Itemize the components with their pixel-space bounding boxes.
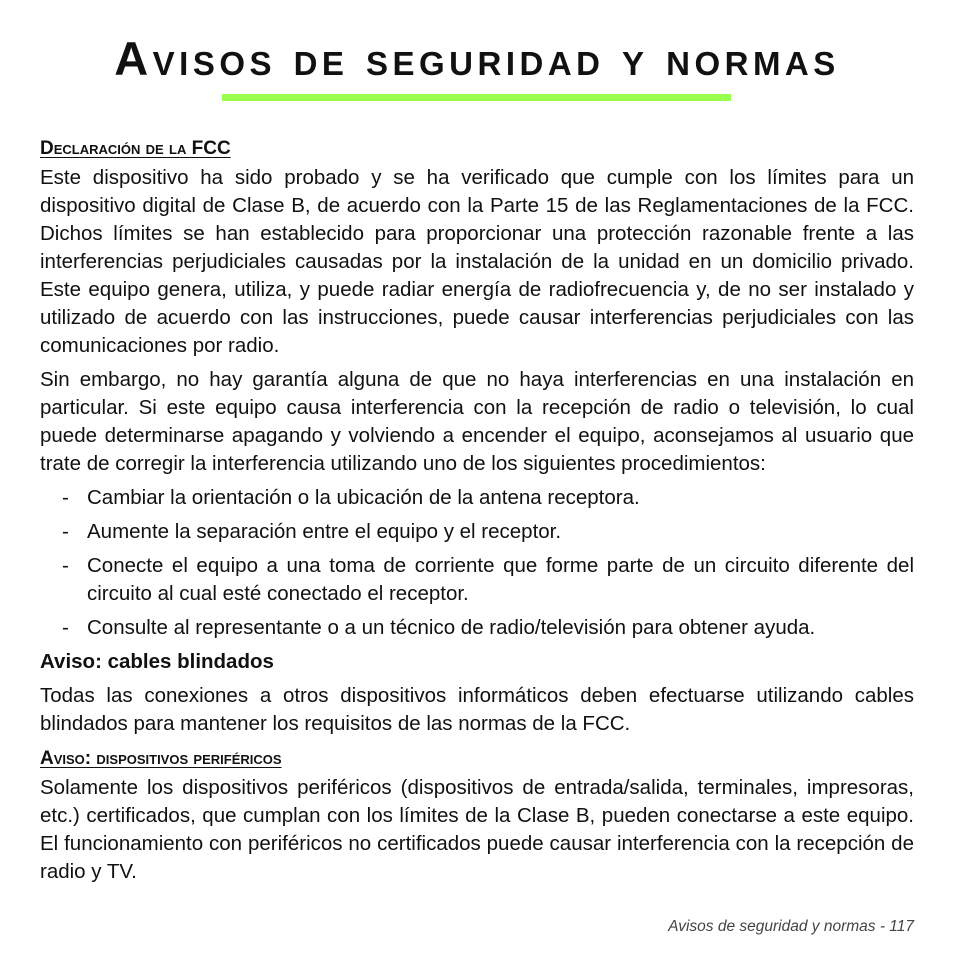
section-heading-fcc: Declaración de la FCC	[40, 138, 231, 159]
bullet-dash: -	[62, 486, 69, 509]
bullet-dash: -	[62, 554, 69, 577]
peripherals-paragraph: Solamente los dispositivos periféricos (dispositivos de entrada/salida, terminales, impresoras, etc.) certificados, que cumplan con los límites de la Clase B, pueden conectarse a este equipo. El funcionamiento con periféricos no certificados puede causar interferencia con la recepción de radio y TV.	[40, 776, 914, 883]
fcc-paragraph-1: Este dispositivo ha sido probado y se ha verificado que cumple con los límites para un dispositivo digital de Clase B, de acuerdo con la Parte 15 de las Reglamentaciones de la FCC. Dichos límites se han establecido para proporcionar una protección razonable frente a las interferencias perjudiciales causadas por la instalación de la unidad en un domicilio privado. Este equipo genera, utiliza, y puede radiar energía de radiofrecuencia y, de no ser instalado y utilizado de acuerdo con las instrucciones, puede causar interferencias perjudiciales con las comunicaciones por radio.	[40, 166, 914, 357]
section-heading-peripherals: Aviso: dispositivos periféricos	[40, 748, 282, 769]
cables-paragraph: Todas las conexiones a otros dispositivos informáticos deben efectuarse utilizando cables blindados para mantener los requisitos de las normas de la FCC.	[40, 684, 914, 735]
list-item	[40, 518, 914, 546]
list-item	[40, 484, 914, 512]
list-item-text: Aumente la separación entre el equipo y el receptor.	[87, 520, 562, 543]
page-content	[40, 136, 914, 892]
procedures-list	[40, 484, 914, 642]
bullet-dash: -	[62, 520, 69, 543]
list-item	[40, 614, 914, 642]
list-item-text: Consulte al representante o a un técnico de radio/televisión para obtener ayuda.	[87, 616, 816, 639]
fcc-paragraph-2: Sin embargo, no hay garantía alguna de que no haya interferencias en una instalación en particular. Si este equipo causa interferencia con la recepción de radio o televisión, lo cual puede determinarse apagando y volviendo a encender el equipo, aconsejamos al usuario que trate de corregir la interferencia utilizando uno de los siguientes procedimientos:	[40, 368, 914, 475]
bullet-dash: -	[62, 616, 69, 639]
list-item-text: Cambiar la orientación o la ubicación de la antena receptora.	[87, 486, 640, 509]
cables-heading: Aviso: cables blindados	[40, 650, 274, 673]
page-title: Avisos de seguridad y normas	[114, 32, 840, 85]
list-item-text: Conecte el equipo a una toma de corriente que forme parte de un circuito diferente del circuito al cual esté conectado el receptor.	[87, 554, 914, 605]
title-underline-rule	[222, 94, 731, 101]
list-item	[40, 552, 914, 608]
page-footer: Avisos de seguridad y normas - 117	[668, 918, 914, 935]
